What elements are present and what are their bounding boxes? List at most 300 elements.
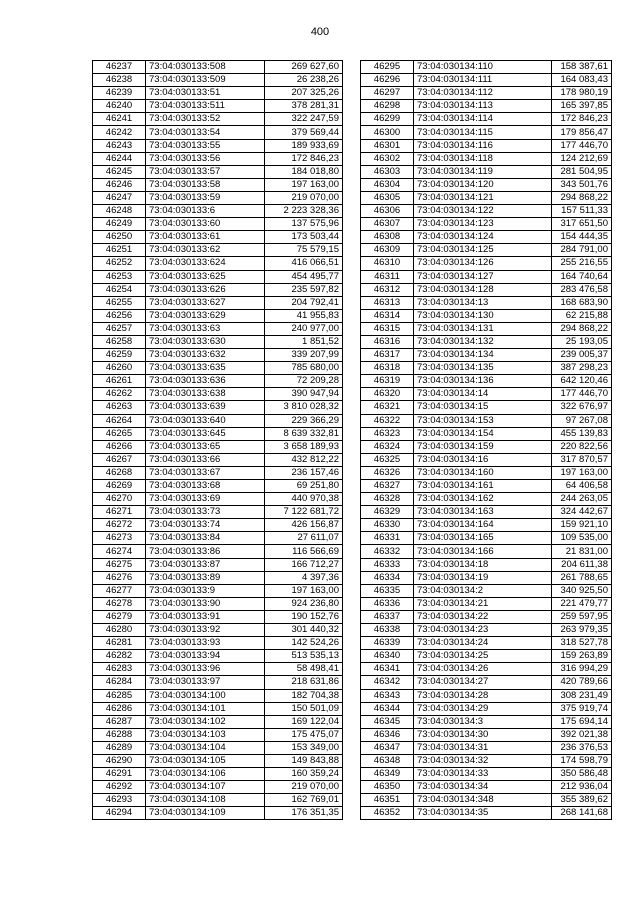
table-row: [361, 466, 612, 479]
cadastral-value: 7 122 681,72: [265, 506, 343, 519]
table-row: [361, 87, 612, 100]
row-number: 46309: [361, 244, 414, 257]
cadastral-value: 785 680,00: [265, 362, 343, 375]
table-row: [361, 794, 612, 807]
register-table-right: [360, 60, 612, 820]
cadastral-number: 73:04:030133:624: [146, 257, 265, 270]
cadastral-number: 73:04:030134:15: [414, 401, 552, 414]
row-number: 46333: [361, 558, 414, 571]
cadastral-number: 73:04:030134:166: [414, 545, 552, 558]
cadastral-number: 73:04:030133:52: [146, 113, 265, 126]
cadastral-value: 149 843,88: [265, 754, 343, 767]
row-number: 46352: [361, 807, 414, 820]
cadastral-number: 73:04:030134:154: [414, 427, 552, 440]
row-number: 46250: [93, 231, 146, 244]
row-number: 46248: [93, 205, 146, 218]
cadastral-number: 73:04:030134:109: [146, 807, 265, 820]
cadastral-value: 455 139,83: [552, 427, 612, 440]
cadastral-number: 73:04:030134:115: [414, 126, 552, 139]
row-number: 46310: [361, 257, 414, 270]
table-row: [361, 100, 612, 113]
cadastral-value: 207 325,26: [265, 87, 343, 100]
row-number: 46237: [93, 61, 146, 74]
cadastral-number: 73:04:030134:34: [414, 781, 552, 794]
row-number: 46324: [361, 440, 414, 453]
table-row: [93, 794, 343, 807]
cadastral-number: 73:04:030134:25: [414, 650, 552, 663]
row-number: 46252: [93, 257, 146, 270]
table-row: [93, 375, 343, 388]
cadastral-value: 259 597,95: [552, 610, 612, 623]
table-row: [93, 388, 343, 401]
table-row: [361, 781, 612, 794]
table-row: [361, 309, 612, 322]
row-number: 46277: [93, 584, 146, 597]
cadastral-number: 73:04:030134:163: [414, 506, 552, 519]
cadastral-number: 73:04:030134:125: [414, 244, 552, 257]
row-number: 46338: [361, 624, 414, 637]
table-row: [93, 349, 343, 362]
row-number: 46292: [93, 781, 146, 794]
cadastral-number: 73:04:030134:131: [414, 322, 552, 335]
row-number: 46336: [361, 597, 414, 610]
cadastral-number: 73:04:030134:164: [414, 519, 552, 532]
cadastral-value: 109 535,00: [552, 532, 612, 545]
row-number: 46315: [361, 322, 414, 335]
row-number: 46340: [361, 650, 414, 663]
cadastral-number: 73:04:030134:118: [414, 152, 552, 165]
cadastral-value: 316 994,29: [552, 663, 612, 676]
cadastral-number: 73:04:030133:9: [146, 584, 265, 597]
row-number: 46305: [361, 191, 414, 204]
cadastral-value: 72 209,28: [265, 375, 343, 388]
cadastral-number: 73:04:030134:3: [414, 715, 552, 728]
cadastral-value: 176 351,35: [265, 807, 343, 820]
table-row: [93, 165, 343, 178]
row-number: 46259: [93, 349, 146, 362]
cadastral-number: 73:04:030134:160: [414, 466, 552, 479]
table-row: [93, 663, 343, 676]
row-number: 46319: [361, 375, 414, 388]
cadastral-number: 73:04:030134:111: [414, 74, 552, 87]
cadastral-number: 73:04:030133:59: [146, 191, 265, 204]
cadastral-value: 239 005,37: [552, 349, 612, 362]
table-row: [93, 362, 343, 375]
cadastral-value: 62 215,88: [552, 309, 612, 322]
table-row: [93, 401, 343, 414]
table-row: [93, 335, 343, 348]
table-row: [93, 296, 343, 309]
table-row: [361, 702, 612, 715]
row-number: 46347: [361, 741, 414, 754]
row-number: 46341: [361, 663, 414, 676]
row-number: 46325: [361, 453, 414, 466]
cadastral-number: 73:04:030133:645: [146, 427, 265, 440]
row-number: 46273: [93, 532, 146, 545]
table-row: [361, 231, 612, 244]
table-row: [361, 349, 612, 362]
cadastral-number: 73:04:030134:103: [146, 728, 265, 741]
cadastral-value: 166 712,27: [265, 558, 343, 571]
cadastral-value: 308 231,49: [552, 689, 612, 702]
cadastral-number: 73:04:030133:640: [146, 414, 265, 427]
cadastral-value: 317 651,50: [552, 218, 612, 231]
cadastral-number: 73:04:030133:90: [146, 597, 265, 610]
table-row: [361, 414, 612, 427]
row-number: 46245: [93, 165, 146, 178]
table-row: [361, 74, 612, 87]
cadastral-number: 73:04:030134:28: [414, 689, 552, 702]
cadastral-value: 432 812,22: [265, 453, 343, 466]
table-row: [361, 768, 612, 781]
cadastral-number: 73:04:030133:60: [146, 218, 265, 231]
cadastral-number: 73:04:030133:509: [146, 74, 265, 87]
row-number: 46304: [361, 178, 414, 191]
row-number: 46240: [93, 100, 146, 113]
row-number: 46274: [93, 545, 146, 558]
cadastral-value: 284 791,00: [552, 244, 612, 257]
page-number: 400: [310, 26, 330, 38]
table-row: [361, 152, 612, 165]
row-number: 46349: [361, 768, 414, 781]
cadastral-number: 73:04:030134:26: [414, 663, 552, 676]
cadastral-number: 73:04:030134:27: [414, 676, 552, 689]
cadastral-number: 73:04:030133:73: [146, 506, 265, 519]
cadastral-number: 73:04:030134:30: [414, 728, 552, 741]
cadastral-value: 268 141,68: [552, 807, 612, 820]
cadastral-value: 116 566,69: [265, 545, 343, 558]
table-row: [361, 283, 612, 296]
cadastral-value: 454 495,77: [265, 270, 343, 283]
cadastral-value: 164 083,43: [552, 74, 612, 87]
cadastral-value: 355 389,62: [552, 794, 612, 807]
cadastral-number: 73:04:030133:66: [146, 453, 265, 466]
cadastral-number: 73:04:030134:32: [414, 754, 552, 767]
table-row: [93, 480, 343, 493]
cadastral-number: 73:04:030133:91: [146, 610, 265, 623]
cadastral-value: 173 503,44: [265, 231, 343, 244]
cadastral-value: 235 597,82: [265, 283, 343, 296]
row-number: 46299: [361, 113, 414, 126]
row-number: 46306: [361, 205, 414, 218]
cadastral-value: 281 504,95: [552, 165, 612, 178]
cadastral-value: 390 947,94: [265, 388, 343, 401]
cadastral-value: 168 683,90: [552, 296, 612, 309]
cadastral-number: 73:04:030134:22: [414, 610, 552, 623]
cadastral-value: 301 440,32: [265, 624, 343, 637]
cadastral-value: 184 018,80: [265, 165, 343, 178]
cadastral-number: 73:04:030133:51: [146, 87, 265, 100]
cadastral-number: 73:04:030133:511: [146, 100, 265, 113]
cadastral-value: 197 163,00: [265, 178, 343, 191]
cadastral-value: 165 397,85: [552, 100, 612, 113]
cadastral-number: 73:04:030134:105: [146, 754, 265, 767]
table-row: [93, 152, 343, 165]
cadastral-number: 73:04:030133:61: [146, 231, 265, 244]
table-row: [361, 257, 612, 270]
table-row: [361, 519, 612, 532]
cadastral-value: 642 120,46: [552, 375, 612, 388]
row-number: 46257: [93, 322, 146, 335]
cadastral-value: 142 524,26: [265, 637, 343, 650]
table-row: [93, 466, 343, 479]
row-number: 46241: [93, 113, 146, 126]
cadastral-number: 73:04:030133:629: [146, 309, 265, 322]
row-number: 46335: [361, 584, 414, 597]
table-row: [361, 401, 612, 414]
table-row: [361, 597, 612, 610]
row-number: 46287: [93, 715, 146, 728]
cadastral-number: 73:04:030133:86: [146, 545, 265, 558]
cadastral-value: 220 822,56: [552, 440, 612, 453]
register-table-left: [92, 60, 343, 820]
cadastral-number: 73:04:030134:13: [414, 296, 552, 309]
row-number: 46312: [361, 283, 414, 296]
row-number: 46295: [361, 61, 414, 74]
cadastral-value: 179 856,47: [552, 126, 612, 139]
table-row: [361, 754, 612, 767]
table-row: [93, 676, 343, 689]
row-number: 46276: [93, 571, 146, 584]
table-row: [361, 126, 612, 139]
row-number: 46265: [93, 427, 146, 440]
cadastral-value: 236 376,53: [552, 741, 612, 754]
cadastral-number: 73:04:030134:132: [414, 335, 552, 348]
cadastral-value: 219 070,00: [265, 781, 343, 794]
cadastral-value: 174 598,79: [552, 754, 612, 767]
table-row: [361, 362, 612, 375]
cadastral-number: 73:04:030134:113: [414, 100, 552, 113]
cadastral-number: 73:04:030134:33: [414, 768, 552, 781]
row-number: 46285: [93, 689, 146, 702]
cadastral-number: 73:04:030133:65: [146, 440, 265, 453]
row-number: 46350: [361, 781, 414, 794]
cadastral-value: 324 442,67: [552, 506, 612, 519]
row-number: 46251: [93, 244, 146, 257]
row-number: 46270: [93, 493, 146, 506]
row-number: 46326: [361, 466, 414, 479]
cadastral-value: 229 366,29: [265, 414, 343, 427]
row-number: 46282: [93, 650, 146, 663]
cadastral-number: 73:04:030133:630: [146, 335, 265, 348]
cadastral-number: 73:04:030134:31: [414, 741, 552, 754]
cadastral-value: 263 979,35: [552, 624, 612, 637]
table-row: [93, 205, 343, 218]
cadastral-value: 8 639 332,81: [265, 427, 343, 440]
row-number: 46269: [93, 480, 146, 493]
table-row: [361, 480, 612, 493]
row-number: 46280: [93, 624, 146, 637]
row-number: 46267: [93, 453, 146, 466]
cadastral-number: 73:04:030134:21: [414, 597, 552, 610]
table-row: [93, 244, 343, 257]
cadastral-value: 269 627,60: [265, 61, 343, 74]
row-number: 46332: [361, 545, 414, 558]
cadastral-value: 236 157,46: [265, 466, 343, 479]
table-row: [93, 715, 343, 728]
row-number: 46328: [361, 493, 414, 506]
row-number: 46345: [361, 715, 414, 728]
row-number: 46311: [361, 270, 414, 283]
table-row: [93, 650, 343, 663]
cadastral-value: 197 163,00: [552, 466, 612, 479]
table-row: [93, 624, 343, 637]
cadastral-value: 219 070,00: [265, 191, 343, 204]
table-row: [361, 165, 612, 178]
cadastral-number: 73:04:030134:35: [414, 807, 552, 820]
cadastral-value: 159 921,10: [552, 519, 612, 532]
row-number: 46321: [361, 401, 414, 414]
cadastral-value: 318 527,78: [552, 637, 612, 650]
cadastral-value: 322 247,59: [265, 113, 343, 126]
table-row: [93, 309, 343, 322]
cadastral-value: 21 831,00: [552, 545, 612, 558]
row-number: 46289: [93, 741, 146, 754]
cadastral-number: 73:04:030133:94: [146, 650, 265, 663]
cadastral-value: 160 359,24: [265, 768, 343, 781]
row-number: 46297: [361, 87, 414, 100]
cadastral-number: 73:04:030133:638: [146, 388, 265, 401]
cadastral-number: 73:04:030134:124: [414, 231, 552, 244]
row-number: 46348: [361, 754, 414, 767]
cadastral-number: 73:04:030133:68: [146, 480, 265, 493]
cadastral-number: 73:04:030133:67: [146, 466, 265, 479]
cadastral-number: 73:04:030134:120: [414, 178, 552, 191]
row-number: 46268: [93, 466, 146, 479]
table-row: [93, 440, 343, 453]
cadastral-value: 189 933,69: [265, 139, 343, 152]
table-row: [93, 741, 343, 754]
cadastral-value: 221 479,77: [552, 597, 612, 610]
cadastral-value: 137 575,96: [265, 218, 343, 231]
table-row: [361, 610, 612, 623]
row-number: 46346: [361, 728, 414, 741]
cadastral-number: 73:04:030134:159: [414, 440, 552, 453]
cadastral-number: 73:04:030134:161: [414, 480, 552, 493]
cadastral-number: 73:04:030134:130: [414, 309, 552, 322]
table-row: [361, 571, 612, 584]
cadastral-number: 73:04:030133:63: [146, 322, 265, 335]
cadastral-number: 73:04:030133:69: [146, 493, 265, 506]
cadastral-value: 513 535,13: [265, 650, 343, 663]
table-row: [93, 768, 343, 781]
cadastral-number: 73:04:030134:106: [146, 768, 265, 781]
table-row: [93, 178, 343, 191]
cadastral-value: 3 658 189,93: [265, 440, 343, 453]
cadastral-value: 440 970,38: [265, 493, 343, 506]
table-row: [93, 74, 343, 87]
row-number: 46342: [361, 676, 414, 689]
cadastral-number: 73:04:030134:121: [414, 191, 552, 204]
row-number: 46279: [93, 610, 146, 623]
cadastral-value: 294 868,22: [552, 322, 612, 335]
table-row: [361, 807, 612, 820]
table-row: [361, 558, 612, 571]
table-row: [361, 532, 612, 545]
row-number: 46339: [361, 637, 414, 650]
row-number: 46300: [361, 126, 414, 139]
cadastral-value: 172 846,23: [265, 152, 343, 165]
row-number: 46291: [93, 768, 146, 781]
row-number: 46288: [93, 728, 146, 741]
table-row: [93, 270, 343, 283]
cadastral-number: 73:04:030133:89: [146, 571, 265, 584]
cadastral-value: 175 475,07: [265, 728, 343, 741]
cadastral-number: 73:04:030134:112: [414, 87, 552, 100]
cadastral-value: 379 569,44: [265, 126, 343, 139]
row-number: 46316: [361, 335, 414, 348]
table-row: [361, 388, 612, 401]
cadastral-number: 73:04:030133:625: [146, 270, 265, 283]
cadastral-number: 73:04:030133:636: [146, 375, 265, 388]
table-row: [361, 113, 612, 126]
row-number: 46281: [93, 637, 146, 650]
row-number: 46320: [361, 388, 414, 401]
cadastral-number: 73:04:030134:110: [414, 61, 552, 74]
row-number: 46331: [361, 532, 414, 545]
row-number: 46294: [93, 807, 146, 820]
table-row: [93, 322, 343, 335]
cadastral-value: 283 476,58: [552, 283, 612, 296]
cadastral-number: 73:04:030133:96: [146, 663, 265, 676]
table-row: [361, 270, 612, 283]
table-row: [93, 754, 343, 767]
table-row: [93, 610, 343, 623]
table-row: [93, 283, 343, 296]
cadastral-value: 175 694,14: [552, 715, 612, 728]
table-row: [361, 205, 612, 218]
cadastral-number: 73:04:030134:126: [414, 257, 552, 270]
cadastral-number: 73:04:030133:635: [146, 362, 265, 375]
table-row: [93, 126, 343, 139]
cadastral-value: 26 238,26: [265, 74, 343, 87]
row-number: 46275: [93, 558, 146, 571]
cadastral-value: 162 769,01: [265, 794, 343, 807]
cadastral-number: 73:04:030134:102: [146, 715, 265, 728]
table-row: [361, 728, 612, 741]
cadastral-value: 158 387,61: [552, 61, 612, 74]
row-number: 46258: [93, 335, 146, 348]
cadastral-value: 64 406,58: [552, 480, 612, 493]
row-number: 46264: [93, 414, 146, 427]
cadastral-number: 73:04:030134:135: [414, 362, 552, 375]
row-number: 46246: [93, 178, 146, 191]
table-row: [93, 728, 343, 741]
table-row: [93, 257, 343, 270]
cadastral-number: 73:04:030134:127: [414, 270, 552, 283]
table-row: [361, 178, 612, 191]
cadastral-number: 73:04:030133:62: [146, 244, 265, 257]
table-row: [93, 231, 343, 244]
table-row: [93, 191, 343, 204]
table-row: [361, 676, 612, 689]
table-row: [93, 100, 343, 113]
cadastral-value: 204 611,38: [552, 558, 612, 571]
row-number: 46314: [361, 309, 414, 322]
table-row: [361, 322, 612, 335]
table-row: [361, 493, 612, 506]
row-number: 46263: [93, 401, 146, 414]
cadastral-value: 41 955,83: [265, 309, 343, 322]
table-row: [361, 453, 612, 466]
cadastral-value: 124 212,69: [552, 152, 612, 165]
row-number: 46254: [93, 283, 146, 296]
row-number: 46238: [93, 74, 146, 87]
cadastral-value: 392 021,38: [552, 728, 612, 741]
row-number: 46313: [361, 296, 414, 309]
row-number: 46271: [93, 506, 146, 519]
row-number: 46266: [93, 440, 146, 453]
